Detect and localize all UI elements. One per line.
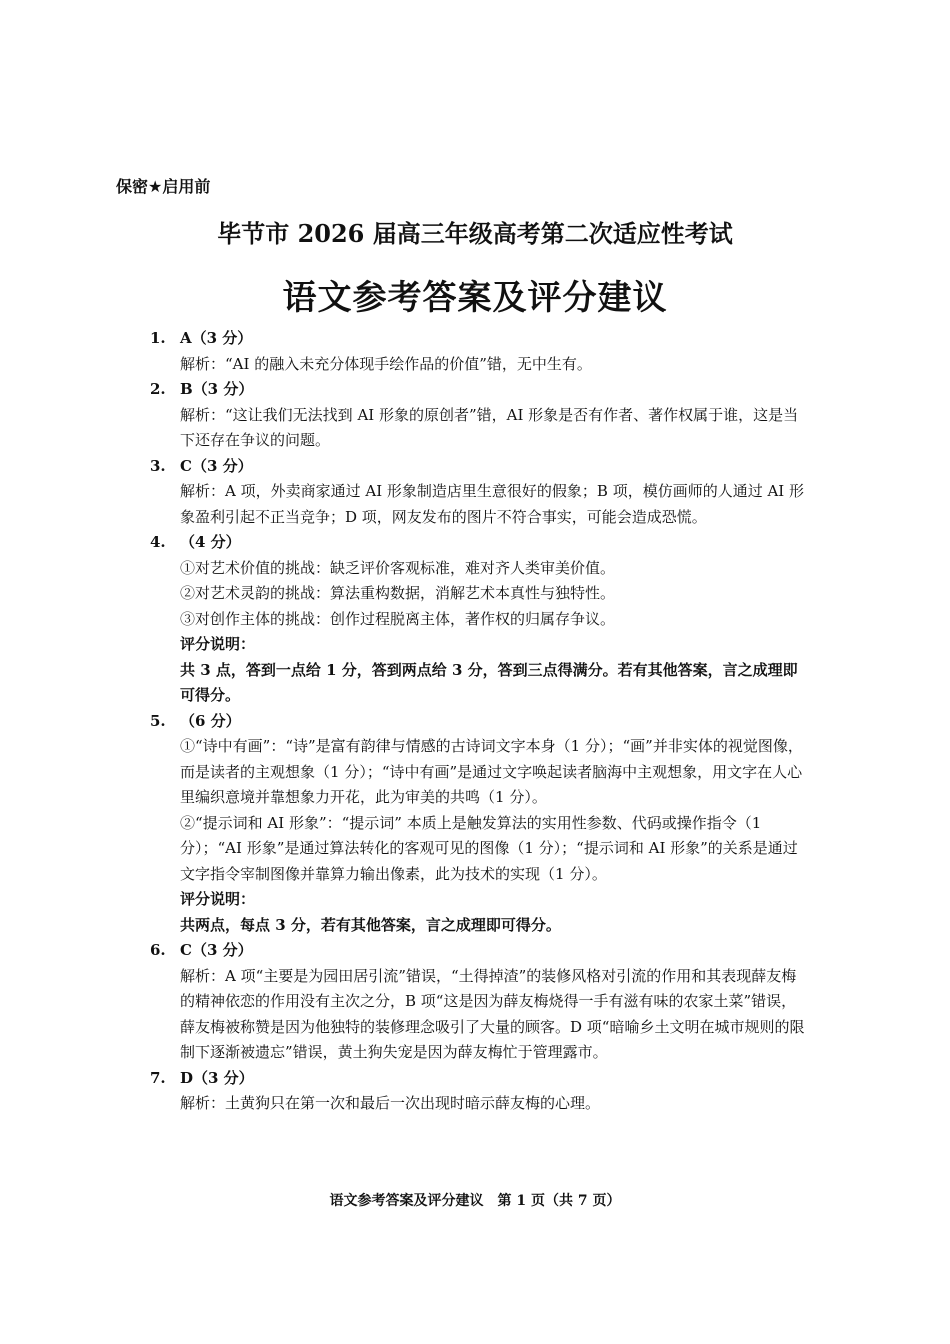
page-footer: 语文参考答案及评分建议 第 1 页（共 7 页） — [329, 1193, 621, 1209]
question-answer: （4 分） — [180, 533, 241, 551]
scoring-note: 共两点，每点 3 分，若有其他答案，言之成理即可得分。 — [180, 915, 561, 934]
exam-title: 毕节市 2026 届高三年级高考第二次适应性考试 — [217, 219, 733, 248]
question-number: 5. — [150, 711, 166, 730]
scoring-note-label: 评分说明： — [180, 635, 256, 653]
question-answer: C（3 分） — [180, 941, 253, 959]
question-7 — [150, 1066, 810, 1117]
explanation: 解析：土黄狗只在第一次和最后一次出现时暗示薛友梅的心理。 — [180, 1094, 601, 1112]
answer-point: ②“提示词和 AI 形象”：“提示词” 本质上是触发算法的实用性参数、代码或操作指令（1 分）；“AI 形象”是通过算法转化的客观可见的图像（1 分）；“提示词和 AI 形象”的关系是通过文字指令宰制图像并靠算力输出像素，此为技术的实现（1 分）。 — [180, 813, 798, 883]
question-number: 3. — [150, 456, 166, 475]
question-answer: （6 分） — [180, 711, 241, 730]
scoring-note-label: 评分说明： — [180, 890, 256, 908]
explanation: 解析：“AI 的融入未充分体现手绘作品的价值”错，无中生有。 — [180, 354, 592, 373]
explanation: 解析：“这让我们无法找到 AI 形象的原创者”错，AI 形象是否有作者、著作权属于谁，这是当下还存在争议的问题。 — [180, 405, 799, 449]
question-5 — [150, 709, 810, 939]
question-2 — [150, 377, 810, 454]
question-number: 6. — [150, 941, 166, 959]
answer-list — [150, 326, 810, 1117]
answer-point: ①对艺术价值的挑战：缺乏评价客观标准，难对齐人类审美价值。 — [180, 558, 616, 577]
question-1 — [150, 326, 810, 377]
question-answer: C（3 分） — [180, 456, 253, 475]
question-number: 1. — [150, 329, 166, 347]
confidential-label: 保密★启用前 — [116, 177, 211, 196]
question-number: 7. — [150, 1068, 166, 1087]
question-6 — [150, 938, 810, 1066]
document-title: 语文参考答案及评分建议 — [282, 278, 668, 318]
question-answer: A（3 分） — [180, 329, 253, 347]
answer-point: ①“诗中有画”：“诗”是富有韵律与情感的古诗词文字本身（1 分）；“画”并非实体的视觉图像，而是读者的主观想象（1 分）；“诗中有画”是通过文字唤起读者脑海中主观想象，用文字在人心里编织意境并靠想象力开花，此为审美的共鸣（1 分）。 — [180, 737, 803, 806]
question-4 — [150, 530, 810, 709]
question-number: 2. — [150, 380, 166, 398]
scoring-note: 共 3 点，答到一点给 1 分，答到两点给 3 分，答到三点得满分。若有其他答案，言之成理即可得分。 — [180, 660, 798, 704]
question-3 — [150, 454, 810, 531]
answer-point: ③对创作主体的挑战：创作过程脱离主体，著作权的归属存争议。 — [180, 609, 616, 628]
question-answer: B（3 分） — [180, 380, 254, 398]
explanation: 解析：A 项“主要是为园田居引流”错误，“土得掉渣”的装修风格对引流的作用和其表现薛友梅的精神依恋的作用没有主次之分，B 项“这是因为薛友梅烧得一手有滋有味的农家土菜”错误，薛友梅被称赞是因为他独特的装修理念吸引了大量的顾客。D 项“暗喻乡土文明在城市规则的限制下逐渐被遗忘”错误，黄土狗失宠是因为薛友梅忙于管理露市。 — [180, 966, 805, 1061]
answer-point: ②对艺术灵韵的挑战：算法重构数据，消解艺术本真性与独特性。 — [180, 584, 616, 602]
question-number: 4. — [150, 533, 166, 551]
question-answer: D（3 分） — [180, 1068, 254, 1087]
explanation: 解析：A 项，外卖商家通过 AI 形象制造店里生意很好的假象；B 项，模仿画师的人通过 AI 形象盈利引起不正当竞争；D 项，网友发布的图片不符合事实，可能会造成恐慌。 — [180, 482, 804, 526]
